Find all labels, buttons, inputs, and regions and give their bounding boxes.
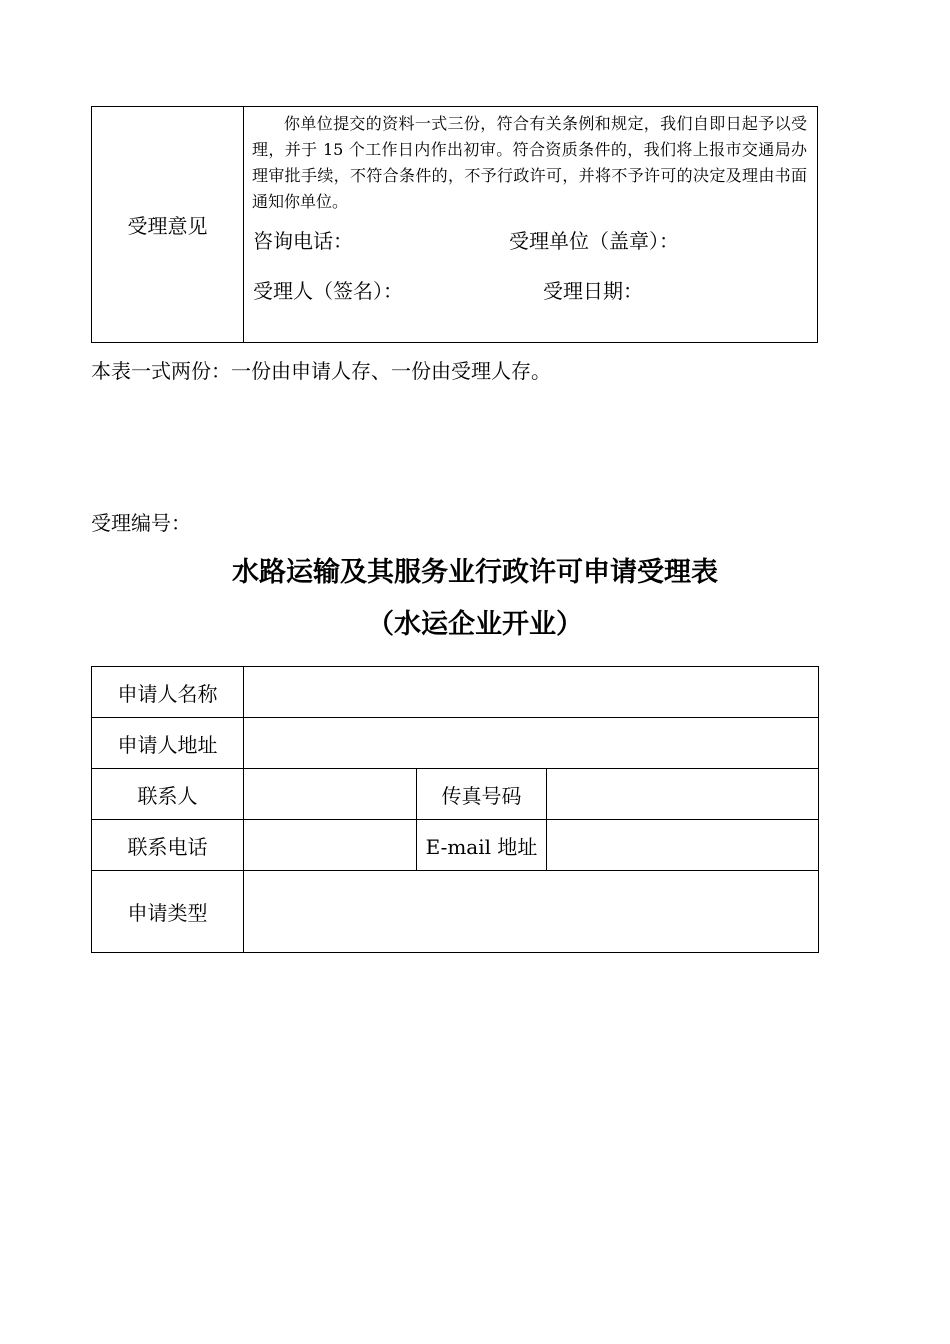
consult-row <box>244 225 817 253</box>
fax-field[interactable] <box>547 769 819 820</box>
handler-row <box>244 275 817 303</box>
applicant-name-label: 申请人名称 <box>92 667 244 718</box>
form-title: 水路运输及其服务业行政许可申请受理表 <box>232 557 718 588</box>
email-label: E-mail 地址 <box>417 820 547 871</box>
accept-date-label: 受理日期： <box>543 279 643 303</box>
email-field[interactable] <box>547 820 819 871</box>
contact-person-field[interactable] <box>244 769 417 820</box>
acceptance-opinion-table <box>91 106 818 343</box>
application-form-table <box>91 666 819 953</box>
applicant-address-field[interactable] <box>244 718 819 769</box>
acceptance-paragraph: 你单位提交的资料一式三份，符合有关条例和规定，我们自即日起予以受理，并于 15 个工作日内作出初审。符合资质条件的，我们将上报市交通局办理审批手续，不符合条件的，不予行政许可，并将不予许可的决定及理由书面通知你单位。 <box>252 114 807 211</box>
application-type-field[interactable] <box>244 871 819 953</box>
applicant-name-field[interactable] <box>244 667 819 718</box>
copies-note: 本表一式两份：一份由申请人存、一份由受理人存。 <box>91 359 551 383</box>
acceptance-number-label: 受理编号： <box>91 511 191 535</box>
fax-label: 传真号码 <box>417 769 547 820</box>
applicant-address-label: 申请人地址 <box>92 718 244 769</box>
accepting-unit-label: 受理单位（盖章）： <box>509 229 679 253</box>
consult-phone-label: 咨询电话： <box>253 229 353 253</box>
contact-phone-field[interactable] <box>244 820 417 871</box>
contact-phone-label: 联系电话 <box>92 820 244 871</box>
handler-label: 受理人（签名）： <box>253 279 403 303</box>
contact-person-label: 联系人 <box>92 769 244 820</box>
form-subtitle: （水运企业开业） <box>367 609 583 640</box>
application-type-label: 申请类型 <box>92 871 244 953</box>
acceptance-opinion-label: 受理意见 <box>92 107 244 343</box>
acceptance-opinion-content <box>244 107 818 343</box>
